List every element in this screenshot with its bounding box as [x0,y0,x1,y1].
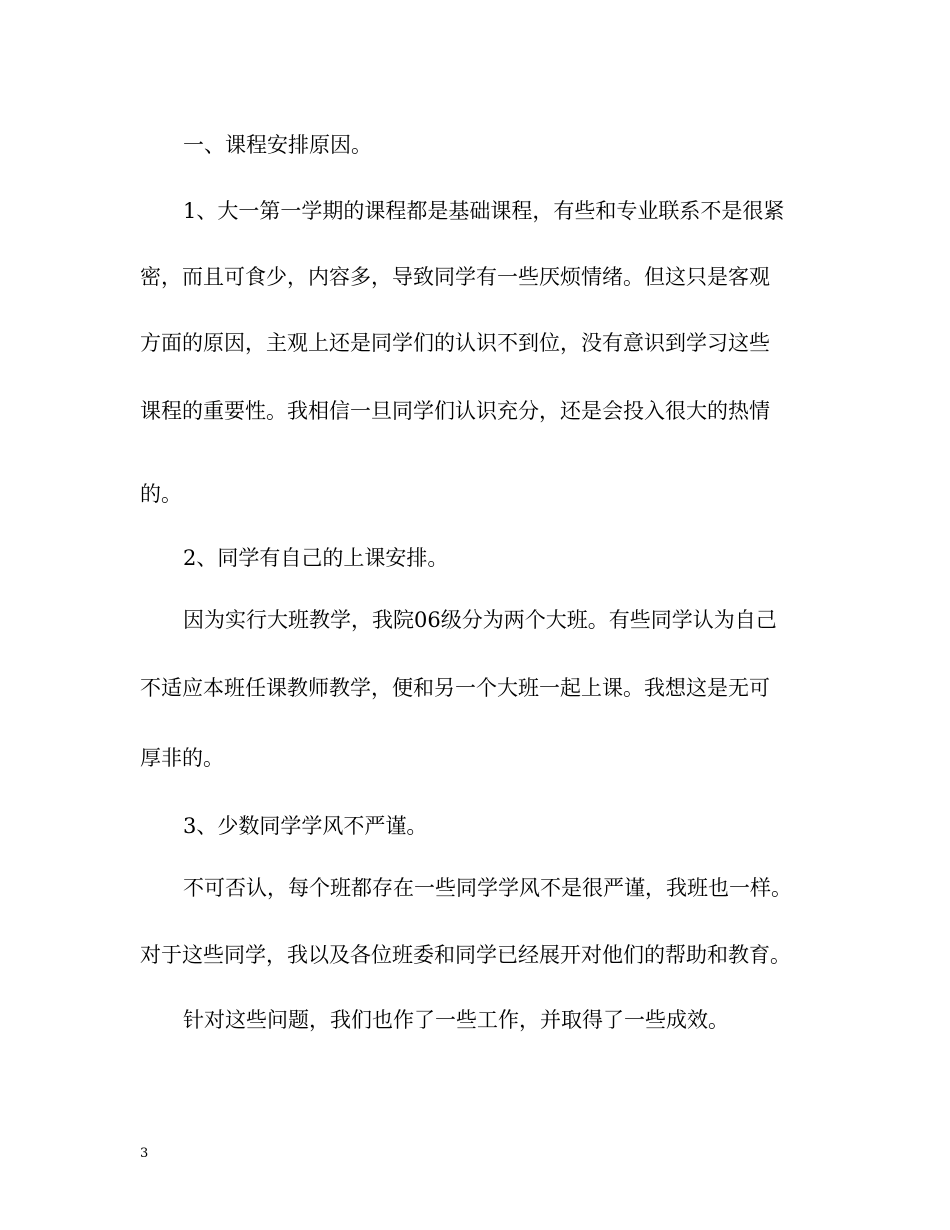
paragraph-line: 因为实行大班教学，我院06级分为两个大班。有些同学认为自己 [183,608,777,632]
subheading: 2、同学有自己的上课安排。 [183,546,449,570]
paragraph-line: 对于这些同学，我以及各位班委和同学已经展开对他们的帮助和教育。 [140,943,791,967]
paragraph-line: 不可否认，每个班都存在一些同学学风不是很严谨，我班也一样。 [183,876,792,900]
paragraph-line: 针对这些问题，我们也作了一些工作，并取得了一些成效。 [183,1008,729,1032]
paragraph-line: 方面的原因，主观上还是同学们的认识不到位，没有意识到学习这些 [140,331,770,355]
page-number: 3 [140,1146,149,1161]
paragraph-line: 密，而且可食少，内容多，导致同学有一些厌烦情绪。但这只是客观 [140,265,770,289]
paragraph-line: 不适应本班任课教师教学，便和另一个大班一起上课。我想这是无可 [140,676,770,700]
paragraph-line: 的。 [140,482,182,506]
paragraph-line: 1、大一第一学期的课程都是基础课程，有些和专业联系不是很紧 [183,199,785,223]
paragraph-line: 课程的重要性。我相信一旦同学们认识充分，还是会投入很大的热情 [140,399,770,423]
subheading: 3、少数同学学风不严谨。 [183,814,428,838]
section-heading: 一、课程安排原因。 [183,133,372,157]
paragraph-line: 厚非的。 [140,746,224,770]
